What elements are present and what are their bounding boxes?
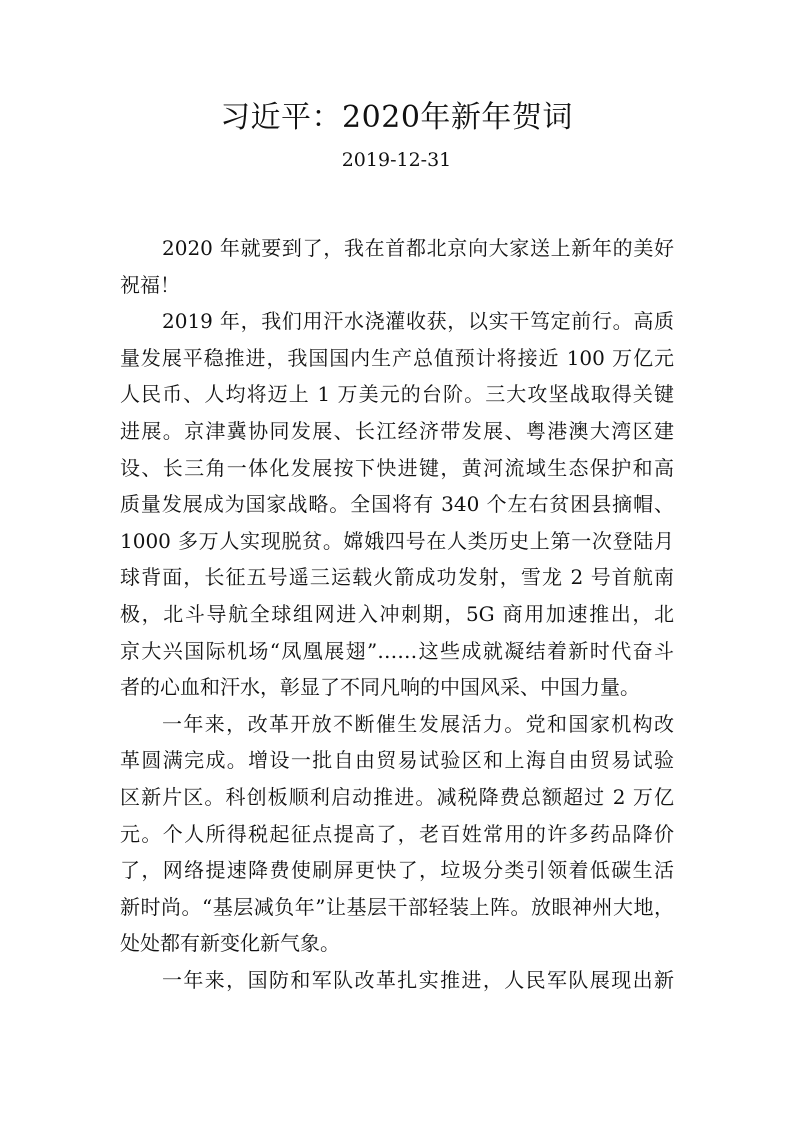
text-line: 2020 年就要到了，我在首都北京向大家送上新年的美好 <box>162 236 674 260</box>
text-line: 人民币、人均将迈上 1 万美元的台阶。三大攻坚战取得关键 <box>120 382 674 407</box>
text-line: 量发展平稳推进，我国国内生产总值预计将接近 100 万亿元 <box>120 345 674 370</box>
text-line: 一年来，国防和军队改革扎实推进，人民军队展现出新 <box>162 967 674 992</box>
text-line: 进展。京津冀协同发展、长江经济带发展、粤港澳大湾区建 <box>120 418 674 443</box>
text-line: 革圆满完成。增设一批自由贸易试验区和上海自由贸易试验 <box>120 748 674 773</box>
text-line: 祝福！ <box>120 272 180 297</box>
text-line: 一年来，改革开放不断催生发展活力。党和国家机构改 <box>162 711 674 736</box>
document-date: 2019-12-31 <box>341 149 452 171</box>
text-line: 京大兴国际机场“凤凰展翅”……这些成就凝结着新时代奋斗 <box>120 638 674 663</box>
text-line: 了，网络提速降费使刷屏更快了，垃圾分类引领着低碳生活 <box>120 858 674 883</box>
document-title: 习近平：2020年新年贺词 <box>220 100 573 135</box>
document-body <box>120 230 674 998</box>
text-line: 质量发展成为国家战略。全国将有 340 个左右贫困县摘帽、 <box>120 492 674 517</box>
text-line: 球背面，长征五号遥三运载火箭成功发射，雪龙 2 号首航南 <box>120 565 674 590</box>
text-line: 处处都有新变化新气象。 <box>120 931 340 956</box>
text-line: 者的心血和汗水，彰显了不同凡响的中国风采、中国力量。 <box>120 675 640 700</box>
text-line: 2019 年，我们用汗水浇灌收获，以实干笃定前行。高质 <box>162 309 674 334</box>
text-line: 设、长三角一体化发展按下快进键，黄河流域生态保护和高 <box>120 455 674 480</box>
text-line: 元。个人所得税起征点提高了，老百姓常用的许多药品降价 <box>120 821 674 846</box>
text-line: 极，北斗导航全球组网进入冲刺期，5G 商用加速推出，北 <box>120 601 674 626</box>
text-line: 区新片区。科创板顺利启动推进。减税降费总额超过 2 万亿 <box>120 784 674 809</box>
text-line: 新时尚。“基层减负年”让基层干部轻装上阵。放眼神州大地， <box>120 894 674 919</box>
text-line: 1000 多万人实现脱贫。嫦娥四号在人类历史上第一次登陆月 <box>120 528 674 553</box>
